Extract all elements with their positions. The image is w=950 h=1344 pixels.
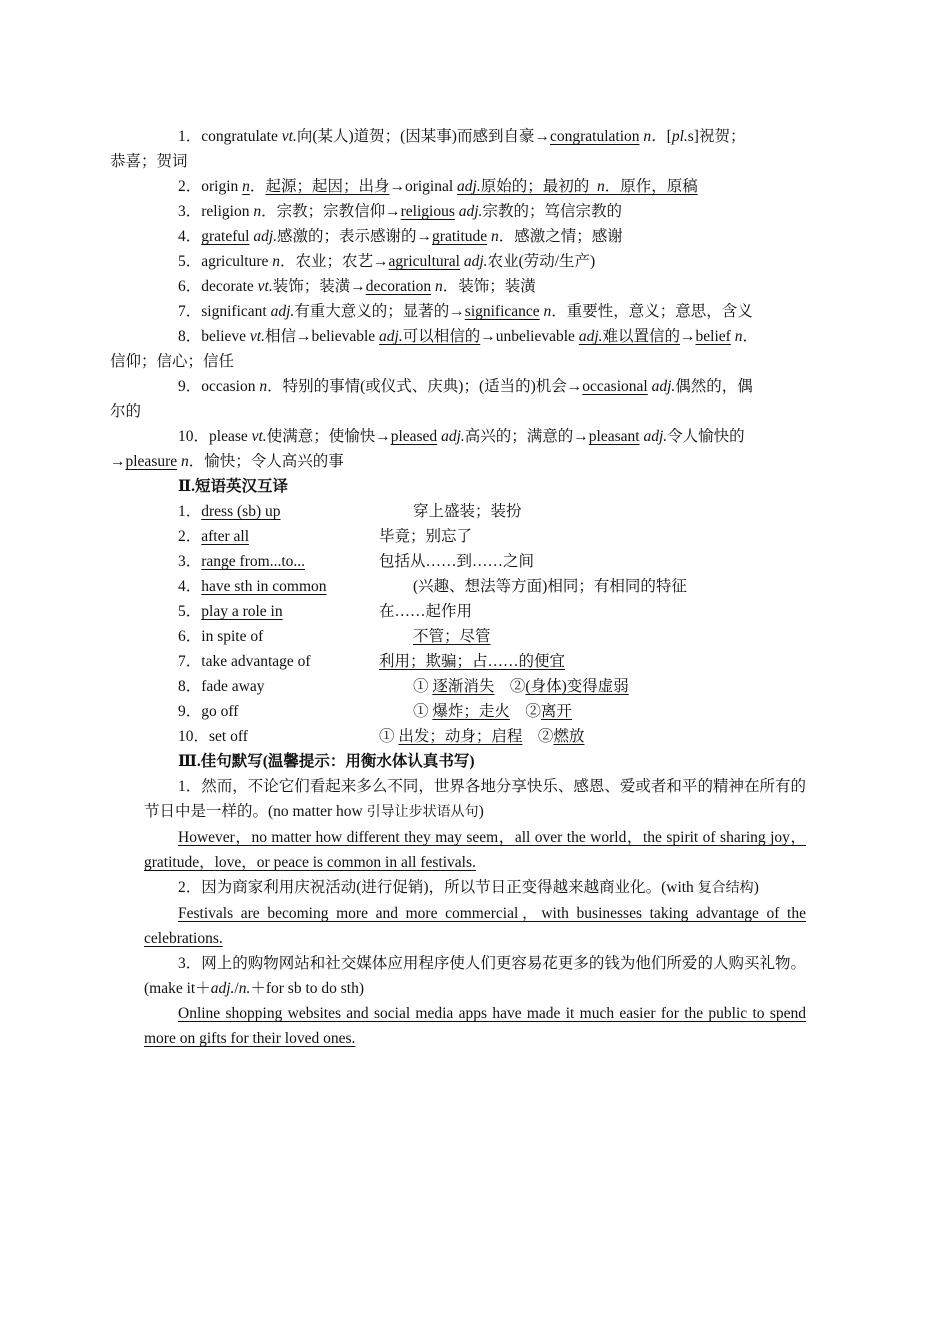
word: decorate <box>201 278 254 295</box>
vocab-item-3 <box>144 199 806 224</box>
meaning-continued: 尔的 <box>110 403 142 420</box>
phrase-item-7 <box>144 649 806 674</box>
part-of-speech: adj. <box>639 428 668 445</box>
part-of-speech: vt. <box>247 428 267 445</box>
part-of-speech: adj. <box>457 178 481 195</box>
part-of-speech: n <box>242 178 250 195</box>
part-of-speech: n <box>730 328 743 345</box>
hint: ＋for sb to do sth) <box>250 980 365 997</box>
answer-english: have sth in common <box>201 578 327 595</box>
english-phrase: fade away <box>201 678 265 695</box>
part-of-speech: adj. <box>454 203 483 220</box>
phrase-item-4 <box>144 574 806 599</box>
item-number: 7． <box>178 653 202 670</box>
circled-number: ① <box>379 728 399 745</box>
meaning: 有重大意义的；显著的→ <box>294 303 465 320</box>
word: origin <box>201 178 239 195</box>
plural-mark: pl. <box>671 128 688 145</box>
meaning: 感激的；表示感谢的→ <box>277 228 433 245</box>
item-number: 10． <box>178 428 210 445</box>
item-number: 6． <box>178 278 202 295</box>
item-number: 9． <box>178 703 202 720</box>
answer-english: range from...to... <box>201 553 305 570</box>
meaning: ．愉快；令人高兴的事 <box>188 453 344 470</box>
sentence-prompt-2 <box>144 875 806 901</box>
answer-chinese: 燃放 <box>553 728 585 745</box>
chinese-meaning: (兴趣、想法等方面)相同；有相同的特征 <box>413 578 687 595</box>
meaning: 令人愉快的 <box>667 428 745 445</box>
answer-chinese: (身体)变得虚弱 <box>525 678 629 695</box>
answer-meaning: 难以置信的 <box>602 328 681 345</box>
meaning: ．重要性，意义；意思，含义 <box>551 303 753 320</box>
section-title-sentences: Ⅲ.佳句默写(温馨提示：用衡水体认真书写) <box>178 753 475 770</box>
english-phrase: take advantage of <box>201 653 311 670</box>
meaning-continued: 信仰；信心；信任 <box>110 353 235 370</box>
word: agriculture <box>201 253 269 270</box>
phrase-item-5 <box>144 599 806 624</box>
vocab-item-2 <box>144 174 806 199</box>
hint: n. <box>238 980 251 997</box>
part-of-speech: n <box>431 278 443 295</box>
answer-chinese: 不管；尽管 <box>413 628 491 645</box>
meaning: ．装饰；装潢 <box>442 278 536 295</box>
sentence-answer-2: Festivals are becoming more and more commercial，with businesses taking advantage of the celebrations. <box>144 905 806 947</box>
item-number: 5． <box>178 253 202 270</box>
item-number: 2． <box>178 178 202 195</box>
hint: ) <box>753 879 759 896</box>
item-number: 9． <box>178 378 202 395</box>
part-of-speech: adj. <box>249 228 278 245</box>
part-of-speech: n <box>255 378 268 395</box>
answer-meaning: 起源；起因；出身 <box>265 178 390 195</box>
sentence-prompt-3 <box>144 951 806 1001</box>
phrase-list <box>144 499 806 749</box>
item-number: 6． <box>178 628 202 645</box>
chinese-meaning: 包括从……到……之间 <box>379 553 535 570</box>
item-number: 4． <box>178 578 202 595</box>
item-number: 3． <box>178 203 202 220</box>
part-of-speech: n <box>249 203 262 220</box>
word: believe <box>201 328 247 345</box>
part-of-speech: n <box>177 453 189 470</box>
item-number: 5． <box>178 603 202 620</box>
answer-derivative: religious <box>400 203 455 220</box>
answer-meaning: 原始的；最初的 <box>480 178 597 195</box>
phrase-item-6 <box>144 624 806 649</box>
hint: adj. <box>210 980 235 997</box>
part-of-speech: adj. <box>578 328 603 345</box>
answer-derivative: agricultural <box>388 253 460 270</box>
chinese-sentence: 因为商家利用庆祝活动(进行促销)，所以节日正变得越来越商业化。 <box>201 879 662 896</box>
answer-derivative: pleasure <box>125 453 178 470</box>
chinese-meaning: 在……起作用 <box>379 603 473 620</box>
part-of-speech: n． <box>639 128 667 145</box>
part-of-speech: n <box>268 253 281 270</box>
meaning: ．农业；农艺→ <box>280 253 389 270</box>
meaning: 相信→believable <box>264 328 380 345</box>
part-of-speech: vt. <box>281 128 297 145</box>
word: occasion <box>201 378 256 395</box>
meaning: ．特别的事情(或仪式、庆典)；(适当的)机会→ <box>267 378 583 395</box>
answer-derivative: significance <box>464 303 540 320</box>
item-number: 3． <box>178 553 202 570</box>
meaning: ．感激之情；感谢 <box>498 228 623 245</box>
part-of-speech: adj. <box>437 428 465 445</box>
vocab-item-10 <box>110 424 806 474</box>
hint: 引导让步状语从句 <box>366 804 479 820</box>
english-phrase: set off <box>209 728 248 745</box>
chinese-sentence: 网上的购物网站和社交媒体应用程序使人们更容易花更多的钱为他们所爱的人购买礼物。 <box>201 955 806 972</box>
answer-meaning: ．原作，原稿 <box>604 178 698 195</box>
item-number: 10． <box>178 728 210 745</box>
answer-derivative: pleased <box>390 428 438 445</box>
vocab-item-5 <box>144 249 806 274</box>
item-number: 8． <box>178 678 202 695</box>
vocab-item-7 <box>144 299 806 324</box>
part-of-speech: vt. <box>246 328 265 345</box>
phrase-item-2 <box>144 524 806 549</box>
vocab-item-4 <box>144 224 806 249</box>
item-number: 1． <box>178 503 202 520</box>
answer-chinese: 利用；欺骗；占……的便宜 <box>379 653 566 670</box>
answer-derivative: pleasant <box>588 428 640 445</box>
chinese-sentence: 然而，不论它们看起来多么不同，世界各地分享快乐、感恩、爱或者和平的精神在所有的节日中是一样的。 <box>144 778 806 820</box>
worksheet-page <box>110 124 806 1051</box>
answer-meaning: 可以相信的 <box>402 328 481 345</box>
sentence-answer-1: However，no matter how different they may seem，all over the world，the spirit of sharing joy，gratitude，love，or peace is common in all festivals. <box>144 829 806 871</box>
meaning: 宗教的；笃信宗教的 <box>482 203 622 220</box>
hint: (no matter how <box>268 803 367 820</box>
hint: / <box>234 980 239 997</box>
answer-english: dress (sb) up <box>201 503 281 520</box>
circled-number: ② <box>509 703 541 720</box>
vocab-list <box>110 124 806 474</box>
vocab-item-6 <box>144 274 806 299</box>
vocab-item-1 <box>110 124 806 174</box>
answer-chinese: 爆炸；走火 <box>432 703 510 720</box>
part-of-speech: adj. <box>266 303 295 320</box>
meaning: 农业(劳动/生产) <box>487 253 596 270</box>
part-of-speech: vt. <box>253 278 273 295</box>
english-phrase: go off <box>201 703 239 720</box>
circled-number: ① <box>413 703 433 720</box>
meaning: [ <box>666 128 672 145</box>
answer-chinese: 出发；动身；启程 <box>398 728 523 745</box>
punct: ． <box>249 178 266 195</box>
circled-number: ② <box>494 678 526 695</box>
arrow: → <box>110 453 126 470</box>
item-number: 8． <box>178 328 202 345</box>
part-of-speech: adj. <box>379 328 403 345</box>
hint: ) <box>478 803 484 820</box>
phrase-item-10 <box>144 724 806 749</box>
item-number: 2． <box>178 528 202 545</box>
meaning: 偶然的，偶 <box>675 378 753 395</box>
word: please <box>209 428 248 445</box>
english-phrase: in spite of <box>201 628 264 645</box>
part-of-speech: n <box>487 228 499 245</box>
phrase-item-1 <box>144 499 806 524</box>
derivative: →original <box>389 178 458 195</box>
hint: (with <box>661 879 698 896</box>
derivative: →unbelievable <box>480 328 579 345</box>
meaning: 装饰；装潢→ <box>272 278 366 295</box>
hint: 复合结构 <box>697 880 754 896</box>
part-of-speech: n <box>597 178 605 195</box>
item-number: 1． <box>178 778 202 795</box>
answer-english: after all <box>201 528 250 545</box>
word: significant <box>201 303 267 320</box>
wrapped-line <box>110 453 344 470</box>
vocab-item-8 <box>110 324 806 374</box>
circled-number: ② <box>522 728 554 745</box>
part-of-speech: n <box>539 303 552 320</box>
item-number: 4． <box>178 228 202 245</box>
meaning: 高兴的；满意的→ <box>464 428 589 445</box>
word: religion <box>201 203 250 220</box>
hint: (make it＋ <box>144 980 211 997</box>
sentence-answer-3: Online shopping websites and social media apps have made it much easier for the public to spend more on gifts for their loved ones. <box>144 1005 806 1047</box>
word: congratulate <box>201 128 278 145</box>
answer-derivative: belief <box>695 328 731 345</box>
part-of-speech: adj. <box>647 378 676 395</box>
vocab-item-9 <box>110 374 806 424</box>
answer-derivative: occasional <box>582 378 648 395</box>
item-number: 2． <box>178 879 202 896</box>
chinese-meaning: 毕竟；别忘了 <box>379 528 473 545</box>
answer-chinese: 逐渐消失 <box>432 678 495 695</box>
part-of-speech: adj. <box>460 253 488 270</box>
phrase-item-8 <box>144 674 806 699</box>
answer-word: grateful <box>201 228 250 245</box>
arrow: → <box>680 328 696 345</box>
sentence-list <box>144 774 806 1051</box>
sentence-prompt-1 <box>144 774 806 825</box>
section-title-phrases: Ⅱ.短语英汉互译 <box>178 478 288 495</box>
meaning: 使满意；使愉快→ <box>266 428 391 445</box>
punct: ． <box>742 328 758 345</box>
meaning-continued: 恭喜；贺词 <box>110 153 188 170</box>
answer-chinese: 离开 <box>540 703 572 720</box>
item-number: 7． <box>178 303 202 320</box>
item-number: 3． <box>178 955 202 972</box>
answer-derivative: decoration <box>365 278 432 295</box>
item-number: 1． <box>178 128 202 145</box>
meaning: s]祝贺； <box>687 128 746 145</box>
phrase-item-9 <box>144 699 806 724</box>
circled-number: ① <box>413 678 433 695</box>
meaning: 向(某人)道贺；(因某事)而感到自豪→ <box>296 128 550 145</box>
answer-derivative: congratulation <box>549 128 640 145</box>
chinese-meaning: 穿上盛装；装扮 <box>413 503 522 520</box>
answer-derivative: gratitude <box>432 228 488 245</box>
answer-english: play a role in <box>201 603 283 620</box>
phrase-item-3 <box>144 549 806 574</box>
meaning: ．宗教；宗教信仰→ <box>261 203 401 220</box>
